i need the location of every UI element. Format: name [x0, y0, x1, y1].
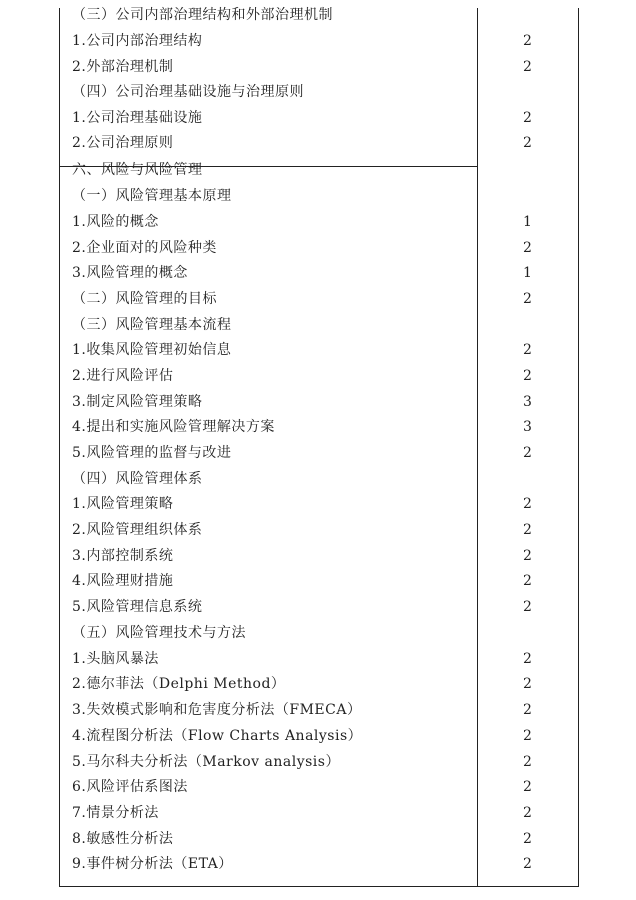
row-hours: 2 — [523, 368, 532, 384]
table-row — [60, 724, 578, 749]
row-hours: 2 — [523, 779, 532, 795]
row-label: 3.风险管理的概念 — [72, 265, 188, 281]
table-row — [60, 390, 578, 415]
table-row — [60, 29, 578, 54]
row-label: （四）风险管理体系 — [72, 471, 203, 487]
table-row — [60, 287, 578, 312]
table-row — [60, 131, 578, 156]
table-row — [60, 750, 578, 775]
table-row — [60, 338, 578, 363]
row-label: 2.外部治理机制 — [72, 59, 174, 75]
row-label: 4.流程图分析法（Flow Charts Analysis） — [72, 728, 363, 744]
table-row — [60, 698, 578, 723]
row-label: 2.德尔菲法（Delphi Method） — [72, 676, 286, 692]
table-row — [60, 569, 578, 594]
row-label: 六、风险与风险管理 — [72, 162, 203, 178]
row-hours: 2 — [523, 754, 532, 770]
table-row — [60, 518, 578, 543]
row-hours: 3 — [523, 394, 532, 410]
row-hours: 2 — [523, 59, 532, 75]
row-hours: 1 — [523, 265, 532, 281]
table-row — [60, 801, 578, 826]
row-label: 1.头脑风暴法 — [72, 651, 159, 667]
row-label: 3.失效模式影响和危害度分析法（FMECA） — [72, 702, 362, 718]
table-row — [60, 441, 578, 466]
row-label: 4.提出和实施风险管理解决方案 — [72, 419, 275, 435]
row-label: 5.风险管理信息系统 — [72, 599, 203, 615]
syllabus-table — [59, 8, 579, 887]
table-row — [60, 80, 578, 105]
row-label: 5.马尔科夫分析法（Markov analysis） — [72, 754, 340, 770]
row-label: （五）风险管理技术与方法 — [72, 625, 246, 641]
row-label: 8.敏感性分析法 — [72, 831, 174, 847]
row-label: 3.制定风险管理策略 — [72, 394, 203, 410]
row-hours: 2 — [523, 496, 532, 512]
row-label: 5.风险管理的监督与改进 — [72, 445, 232, 461]
table-row — [60, 672, 578, 697]
row-hours: 2 — [523, 342, 532, 358]
table-row — [60, 415, 578, 440]
table-row — [60, 184, 578, 209]
row-hours: 2 — [523, 651, 532, 667]
table-row — [60, 364, 578, 389]
table-row — [60, 544, 578, 569]
row-label: 7.情景分析法 — [72, 805, 159, 821]
row-label: 9.事件树分析法（ETA） — [72, 856, 233, 872]
row-label: 6.风险评估系图法 — [72, 779, 188, 795]
row-label: （二）风险管理的目标 — [72, 291, 217, 307]
row-label: 1.风险管理策略 — [72, 496, 174, 512]
table-row — [60, 55, 578, 80]
table-row — [60, 621, 578, 646]
row-hours: 2 — [523, 702, 532, 718]
row-hours: 2 — [523, 135, 532, 151]
table-row — [60, 492, 578, 517]
table-row — [60, 775, 578, 800]
table-row — [60, 595, 578, 620]
table-row — [60, 647, 578, 672]
row-hours: 2 — [523, 522, 532, 538]
table-row — [60, 852, 578, 877]
row-hours: 1 — [523, 214, 532, 230]
table-row — [60, 106, 578, 131]
row-label: 1.风险的概念 — [72, 214, 159, 230]
row-hours: 2 — [523, 548, 532, 564]
row-hours: 2 — [523, 728, 532, 744]
table-row — [60, 827, 578, 852]
row-label: 2.企业面对的风险种类 — [72, 240, 217, 256]
row-label: 1.收集风险管理初始信息 — [72, 342, 232, 358]
row-hours: 2 — [523, 856, 532, 872]
row-label: （四）公司治理基础设施与治理原则 — [72, 84, 304, 100]
row-label: 2.进行风险评估 — [72, 368, 174, 384]
row-label: 3.内部控制系统 — [72, 548, 174, 564]
table-row — [60, 467, 578, 492]
table-row — [60, 158, 578, 183]
row-hours: 2 — [523, 445, 532, 461]
table-row — [60, 261, 578, 286]
row-hours: 2 — [523, 33, 532, 49]
row-hours: 2 — [523, 573, 532, 589]
row-label: （三）公司内部治理结构和外部治理机制 — [72, 7, 333, 23]
row-label: 1.公司治理基础设施 — [72, 110, 203, 126]
row-label: 2.风险管理组织体系 — [72, 522, 203, 538]
row-label: （一）风险管理基本原理 — [72, 188, 232, 204]
table-row — [60, 3, 578, 28]
row-hours: 2 — [523, 110, 532, 126]
table-row — [60, 313, 578, 338]
row-hours: 2 — [523, 291, 532, 307]
row-hours: 3 — [523, 419, 532, 435]
row-label: 2.公司治理原则 — [72, 135, 174, 151]
row-hours: 2 — [523, 831, 532, 847]
table-row — [60, 210, 578, 235]
row-hours: 2 — [523, 676, 532, 692]
row-hours: 2 — [523, 240, 532, 256]
row-label: 1.公司内部治理结构 — [72, 33, 203, 49]
row-hours: 2 — [523, 599, 532, 615]
row-label: （三）风险管理基本流程 — [72, 317, 232, 333]
row-label: 4.风险理财措施 — [72, 573, 174, 589]
table-row — [60, 236, 578, 261]
row-hours: 2 — [523, 805, 532, 821]
